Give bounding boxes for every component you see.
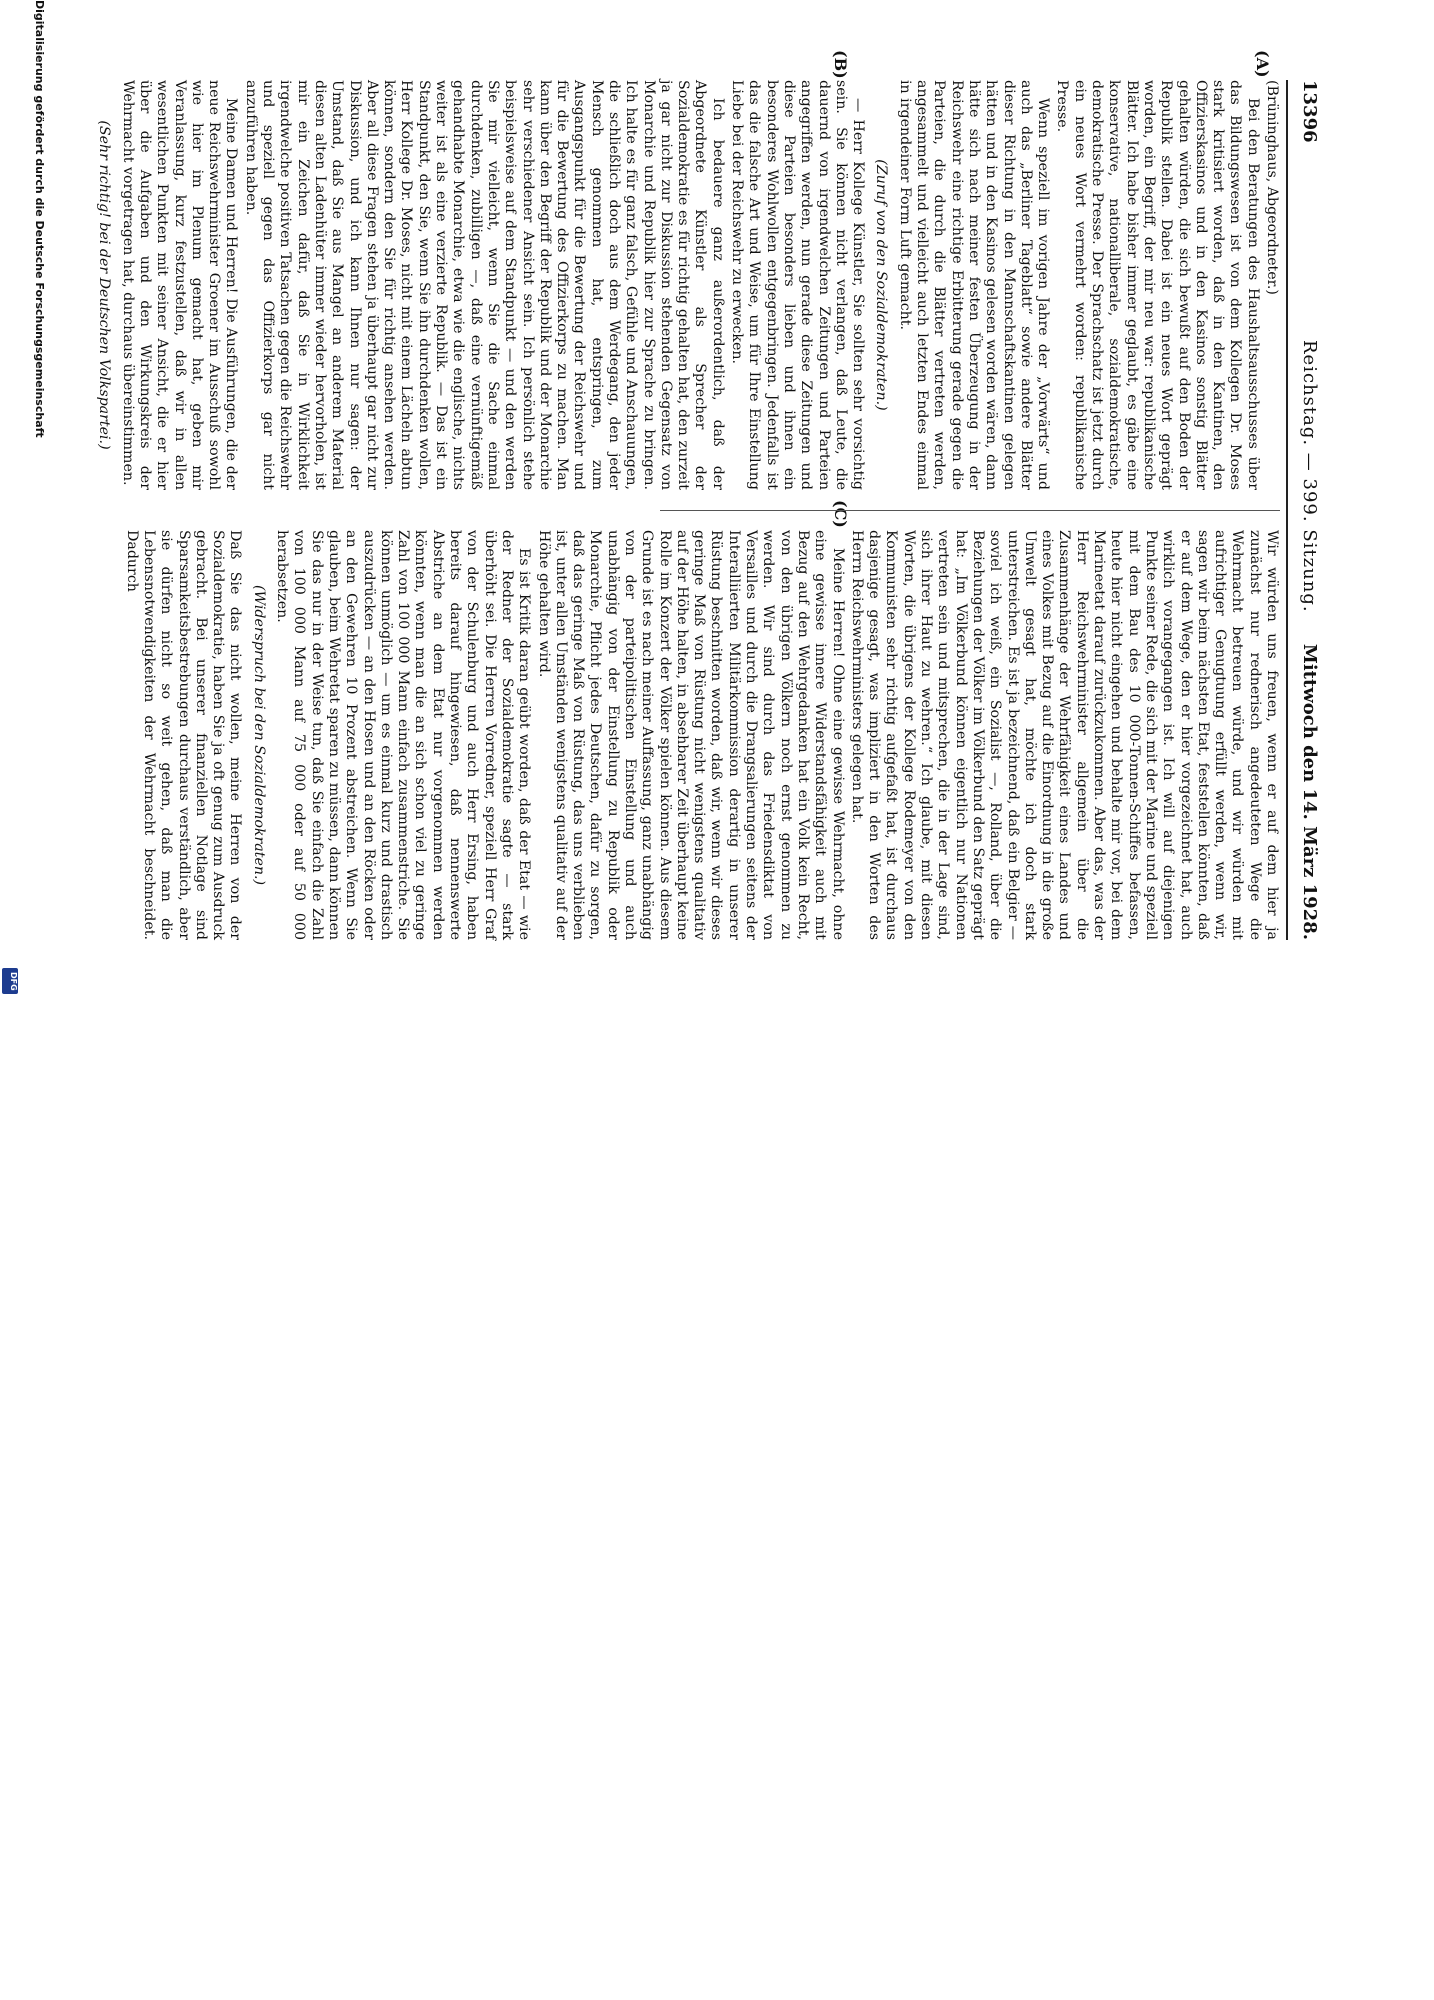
paragraph: Meine Damen und Herren! Die Ausführungen, die der neue Reichswehrminister Groener im Ausschuß sowohl wie hier im Plenum gemacht hat, geben mir Veranlassung, kurz festzustellen, daß wir in allen wesentlichen Punkten mit seiner Ansicht, die er hier über die Aufgaben und den Wirkungskreis der Wehrmacht vorgetragen hat, durchaus übereinstimmen.	[119, 80, 240, 490]
column-divider	[660, 510, 1280, 511]
margin-marker-b: (B)	[831, 50, 850, 79]
interjection: (Widerspruch bei den Sozialdemokraten.)	[250, 584, 267, 886]
paragraph: Wir würden uns freuen, wenn er auf dem hier ja zunächst nur rednerisch angedeuteten Wege die Wehrmacht betreuen würde, und wir würden mit aufrichtiger Genugtuung erfüllt werden, wenn wir, sagen wir beim nächsten Etat, feststellen könnten, daß er auf dem Wege, den er hier vorgezeichnet hat, auch wirklich vorangegangen ist. Ich will auf diejenigen Punkte seiner Rede, die sich mit der Marine und speziell mit dem Bau des 10 000-Tonnen-Schiffes befassen, heute hier nicht eingehen und behalte mir vor, bei dem Marineetat darauf zurückzukommen. Aber das, was der Herr Reichswehrminister allgemein über die Zusammenhänge der Wehrfähigkeit eines Landes und eines Volkes mit Bezug auf die Einordnung in die große Umwelt gesagt hat, möchte ich doch stark unterstreichen. Es ist ja bezeichnend, daß ein Belgier — soviel ich weiß, ein Sozialist —, Rolland, über die Beziehungen der Völker im Völkerbund den Satz geprägt hat: „Im Völkerbund können eigentlich nur Nationen vertreten sein und mitsprechen, die in der Lage sind, sich ihrer Haut zu wehren.“ Ich glaube, mit diesen Worten, die übrigens der Kollege Rodemeyer von den Kommunisten sehr richtig aufgefaßt hat, ist durchaus dasjenige gesagt, was impliziert in den Worten des Herrn Reichswehrministers gelegen hat.	[848, 530, 1280, 940]
paragraph: Wenn speziell im vorigen Jahre der „Vorwärts“ und auch das „Berliner Tageblatt“ sowie andere Blätter dieser Richtung in den Mannschaftskantinen gelegen hätten und in den Kasinos gelesen worden wären, dann hätte sich nach meiner festen Überzeugung in der Reichswehr eine richtige Erbitterung gerade gegen die Parteien, die durch die Blätter vertreten werden, angesammelt und vielleicht auch letzten Endes einmal in irgendeiner Form Luft gemacht.	[896, 80, 1052, 490]
rotated-page	[20, 50, 1320, 940]
paragraph: Es ist Kritik daran geübt worden, daß der Etat — wie der Redner der Sozialdemokratie sagte — stark überhöht sei. Die Herren Vorredner, speziell Herr Graf von der Schulenburg und auch Herr Ersing, haben bereits darauf hingewiesen, daß nennenswerte Abstriche an dem Etat nur vorgenommen werden könnten, wenn man die an sich schon viel zu geringe Zahl von 100 000 Mann einfach zusammenstriche. Sie können unmöglich — um es einmal kurz und drastisch auszudrücken — an den Hosen und an den Röcken oder an den Gewehren 10 Prozent abstreichen. Wenn Sie glauben, beim Wehretat sparen zu müssen, dann können Sie das nur in der Weise tun, daß Sie einfach die Zahl von 100 000 Mann auf 75 000 oder auf 50 000 herabsetzen.	[274, 530, 533, 940]
paragraph: Daß Sie das nicht wollen, meine Herren von der Sozialdemokratie, haben Sie ja oft genug zum Ausdruck gebracht. Bei unserer finanziellen Notlage sind Sparsamkeitsbestrebungen durchaus verständlich, aber sie dürfen nicht so weit gehen, daß man die Lebensnotwendigkeiten der Wehrmacht beschneidet. Dadurch	[123, 530, 244, 940]
dfg-logo: DFG	[2, 968, 18, 994]
speaker-line: (Brüninghaus, Abgeordneter.)	[1264, 80, 1280, 295]
header-title: Reichstag. — 399. Sitzung.	[1299, 340, 1320, 613]
page-header	[1290, 80, 1320, 940]
paragraph: Bei den Beratungen des Haushaltsausschusses über das Bildungswesen ist von dem Kollegen Dr. Moses stark kritisiert worden, daß in den Kantinen, den Offizierskasinos und in den Kasinos sonstig Blätter gehalten würden, die sich bewußt auf den Boden der Republik stellen. Dabei ist ein neues Wort geprägt worden, ein Begriff, der mir neu war: republikanische Blätter. Ich habe bisher immer geglaubt, es gäbe eine konservative, nationalliberale, sozialdemokratische, demokratische Presse. Der Sprachschatz ist jetzt durch ein neues Wort vermehrt worden: republikanische Presse.	[1054, 80, 1261, 490]
right-column	[120, 530, 1280, 940]
paragraph: Ich bedauere ganz außerordentlich, daß der Abgeordnete Künstler als Sprecher der Sozialdemokratie es für richtig gehalten hat, den zurzeit ja gar nicht zur Diskussion stehenden Gegensatz von Monarchie und Republik hier zur Sprache zu bringen. Ich halte es für ganz falsch, Gefühle und Anschauungen, die schließlich doch aus dem Werdegang, den jeder Mensch genommen hat, entspringen, zum Ausgangspunkt für die Bewertung der Reichswehr und für die Bewertung des Offizierkorps zu machen. Man kann über den Begriff der Republik und der Monarchie sehr verschiedener Ansicht sein. Ich persönlich stehe beispielsweise auf dem Standpunkt — und den werden Sie mir vielleicht, wenn Sie die Sache einmal durchdenken, zubilligen —, daß eine vernünftigemäß gehandhabte Monarchie, etwa wie die englische, nichts weiter ist als eine verzierte Republik. — Das ist ein Standpunkt, den Sie, wenn Sie ihn durchdenken wollen, Herr Kollege Dr. Moses, nicht mit einem Lächeln abtun können, sondern den Sie für richtig ansehen werden. Aber all diese Fragen stehen ja überhaupt gar nicht zur Diskussion, und ich kann Ihnen nur sagen: der Umstand, daß Sie aus Mangel an anderem Material diesen alten Ladenhüter immer wieder hervorholen, ist mir ein Zeichen dafür, daß Sie in Wirklichkeit irgendwelche positiven Tatsachen gegen die Reichswehr und speziell gegen das Offizierkorps gar nicht anzuführen haben.	[242, 80, 726, 490]
interjection: (Zuruf von den Sozialdemokraten.)	[873, 159, 890, 411]
header-date: Mittwoch den 14. März 1928.	[1299, 643, 1320, 940]
sidebar-text: Digitalisierung gefördert durch die Deutsche Forschungsgemeinschaft	[33, 0, 46, 438]
header-rule	[1286, 80, 1288, 940]
margin-marker-a: (A)	[1253, 50, 1272, 78]
paragraph: — Herr Kollege Künstler, Sie sollten sehr vorsichtig sein. Sie können nicht verlangen, daß Leute, die dauernd von irgendwelchen Zeitungen und Parteien angegriffen werden, nun gerade diese Zeitungen und diese Parteien besonders lieben und ihnen ein besonderes Wohlwollen entgegenbringen. Jedenfalls ist das die falsche Art und Weise, um für Ihre Einstellung Liebe bei der Reichswehr zu erwecken.	[729, 80, 867, 490]
margin-marker-c: (C)	[831, 500, 850, 528]
left-column	[89, 80, 1280, 490]
interjection: (Sehr richtig! bei der Deutschen Volkspartei.)	[96, 120, 113, 450]
digitization-sidebar	[30, 0, 50, 2000]
paragraph: Meine Herren! Ohne eine gewisse Wehrmacht, ohne eine gewisse innere Widerstandsfähigkeit auch mit Bezug auf den Wehrgedanken hat ein Volk kein Recht, von den übrigen Völkern noch ernst genommen zu werden. Wir sind durch das Friedensdiktat von Versailles und durch die Drangsalierungen seitens der Interalliierten Militärkommission derartig in unserer Rüstung beschnitten worden, daß wir, wenn wir dieses geringe Maß von Rüstung nicht wenigstens qualitativ auf der Höhe halten, in absehbarer Zeit überhaupt keine Rolle im Konzert der Völker spielen können. Aus diesem Grunde ist es nach meiner Auffassung, ganz unabhängig von der parteipolitischen Einstellung und auch unabhängig von der Einstellung zu Republik oder Monarchie, Pflicht jedes Deutschen, dafür zu sorgen, daß das geringe Maß von Rüstung, das uns verblieben ist, unter allen Umständen wenigstens qualitativ auf der Höhe gehalten wird.	[535, 530, 846, 940]
page-number: 13396	[1299, 80, 1320, 143]
